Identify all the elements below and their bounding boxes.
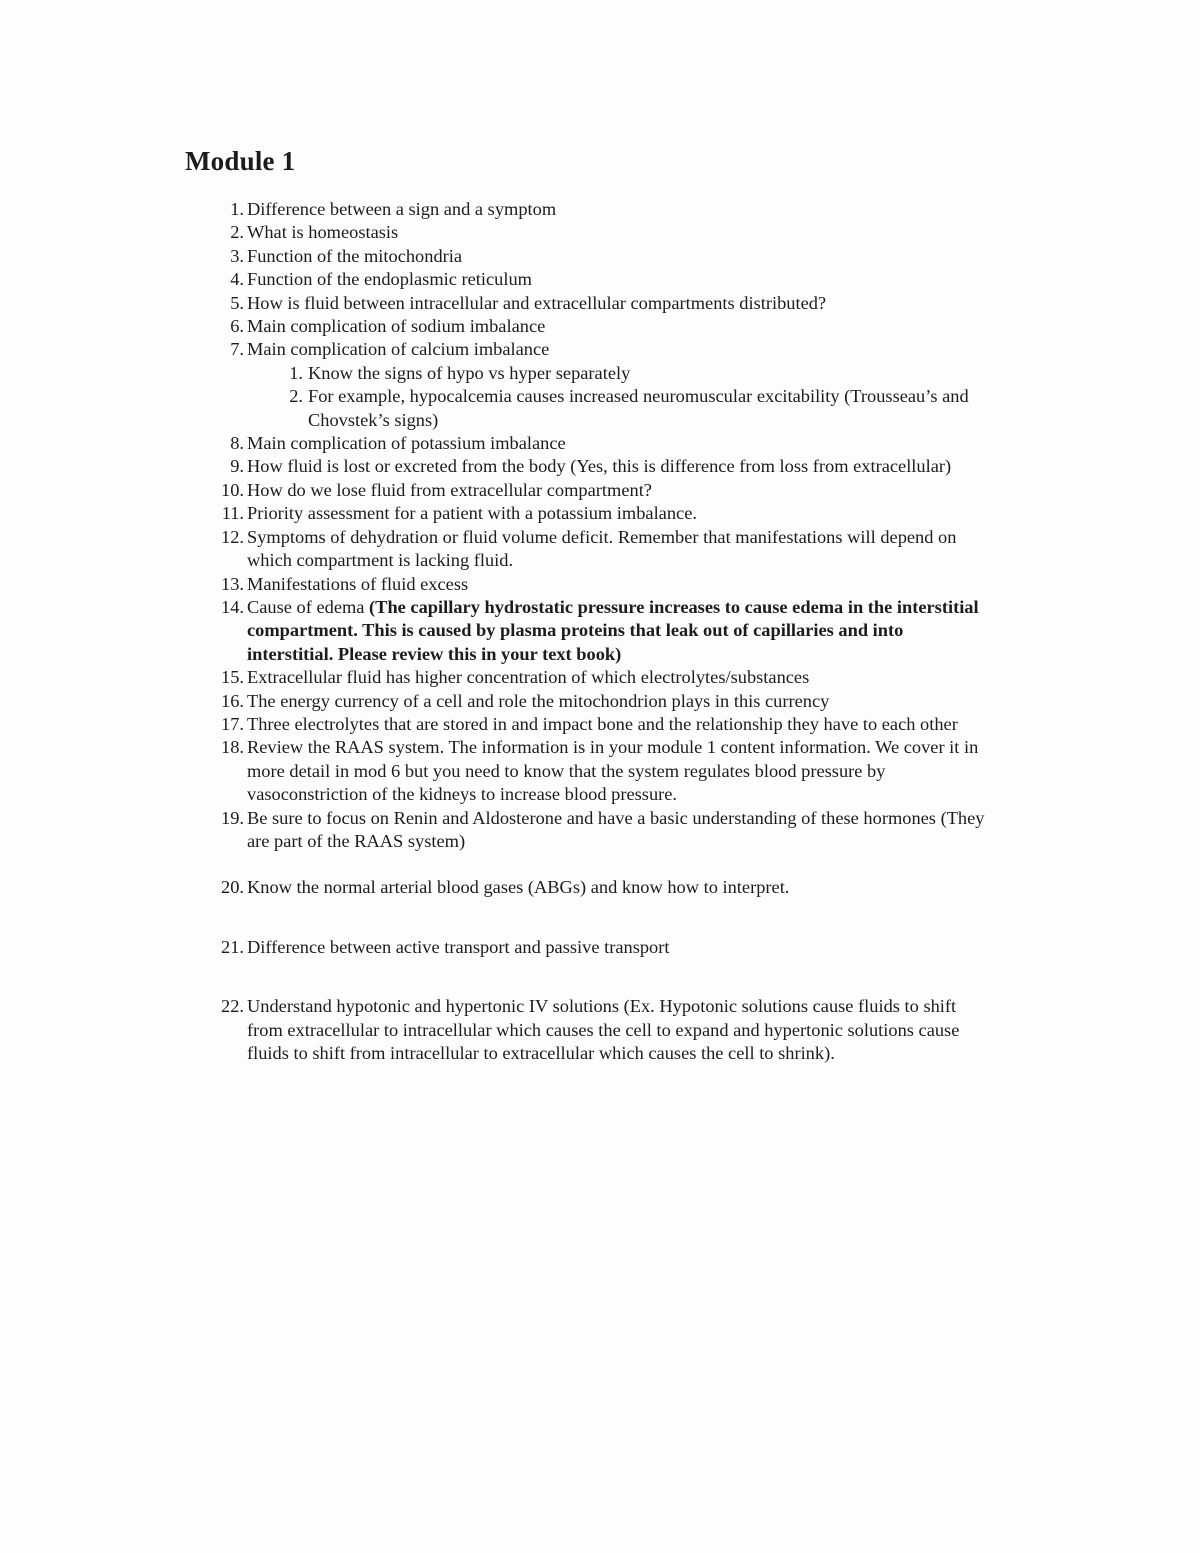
list-item <box>206 432 986 455</box>
item-text: How fluid is lost or excreted from the body (Yes, this is difference from loss from extracellular) <box>247 456 952 477</box>
item-text: Difference between active transport and passive transport <box>247 936 670 957</box>
sub-item-text: Know the signs of hypo vs hyper separately <box>308 362 631 383</box>
list-item <box>206 268 986 291</box>
item-number: 2. <box>230 222 244 243</box>
item-number: 13. <box>221 573 244 594</box>
item-number: 9. <box>230 456 244 477</box>
item-number: 8. <box>230 433 244 454</box>
item-text: Review the RAAS system. The information is in your module 1 content information. We cover it in more detail in mod 6 but you need to know that the system regulates blood pressure by vasoconstriction of the kidneys to increase blood pressure. <box>247 737 979 805</box>
item-number: 17. <box>221 713 244 734</box>
item-text: Three electrolytes that are stored in and impact bone and the relationship they have to each other <box>247 713 958 734</box>
item-text: Symptoms of dehydration or fluid volume deficit. Remember that manifestations will depend on which compartment is lacking fluid. <box>247 526 957 571</box>
list-item <box>206 338 986 432</box>
item-number: 1. <box>230 199 244 219</box>
item-number: 18. <box>221 737 244 758</box>
list-item <box>206 479 986 502</box>
item-number: 22. <box>221 996 244 1017</box>
sub-item-number: 1. <box>289 362 303 383</box>
page-title: Module 1 <box>185 146 296 176</box>
list-item <box>206 292 986 315</box>
item-text: How do we lose fluid from extracellular compartment? <box>247 479 652 500</box>
list-item <box>206 995 986 1065</box>
item-number: 6. <box>230 316 244 337</box>
list-item <box>206 198 986 221</box>
item-number: 3. <box>230 245 244 266</box>
list-item <box>206 713 986 736</box>
item-text: Extracellular fluid has higher concentration of which electrolytes/substances <box>247 667 810 688</box>
item-text: Main complication of sodium imbalance <box>247 316 546 337</box>
item-text: Understand hypotonic and hypertonic IV solutions (Ex. Hypotonic solutions cause fluids to shift from extracellular to intracellular which causes the cell to expand and hypertonic solutions cause fluids to shift from intracellular to extracellular which causes the cell to shrink). <box>247 996 960 1063</box>
list-item <box>206 315 986 338</box>
sub-item-text: For example, hypocalcemia causes increased neuromuscular excitability (Trousseau’s and Chovstek’s signs) <box>308 386 969 430</box>
item-number: 7. <box>230 339 244 360</box>
list-item <box>206 221 986 244</box>
list-item <box>206 502 986 525</box>
sub-item-number: 2. <box>289 386 303 407</box>
item-number: 14. <box>221 596 244 617</box>
item-bold-text: (The capillary hydrostatic pressure increases to cause edema in the interstitial compartment. This is caused by plasma proteins that leak out of capillaries and into interstitial. Please review this in your text book) <box>247 596 979 664</box>
list-item <box>206 936 986 959</box>
item-text: The energy currency of a cell and role the mitochondrion plays in this currency <box>247 690 830 711</box>
list-item <box>206 245 986 268</box>
item-text: Main complication of potassium imbalance <box>247 433 566 454</box>
item-number: 12. <box>221 526 244 547</box>
item-text: Be sure to focus on Renin and Aldosterone and have a basic understanding of these hormones (They are part of the RAAS system) <box>247 807 985 851</box>
item-text: Manifestations of fluid excess <box>247 573 469 594</box>
list-item <box>206 596 986 666</box>
item-number: 16. <box>221 690 244 711</box>
list-item <box>206 455 986 478</box>
item-number: 10. <box>221 479 244 500</box>
item-text: Function of the endoplasmic reticulum <box>247 269 532 290</box>
item-text: Main complication of calcium imbalance <box>247 339 550 360</box>
item-text: Cause of edema <box>247 596 370 617</box>
list-item <box>206 736 986 806</box>
list-item <box>206 573 986 596</box>
list-item <box>206 876 986 899</box>
sub-list <box>247 362 986 432</box>
sub-list-item <box>247 385 986 432</box>
item-number: 15. <box>221 667 244 688</box>
item-number: 20. <box>221 877 244 898</box>
item-number: 5. <box>230 292 244 313</box>
list-item <box>206 807 986 854</box>
item-number: 11. <box>221 503 244 524</box>
item-number: 4. <box>230 269 244 290</box>
item-text: Function of the mitochondria <box>247 245 463 266</box>
item-text: What is homeostasis <box>247 222 399 243</box>
item-text: How is fluid between intracellular and extracellular compartments distributed? <box>247 292 827 313</box>
list-item <box>206 690 986 713</box>
sub-list-item <box>247 362 986 385</box>
item-text: Difference between a sign and a symptom <box>247 199 557 219</box>
item-number: 19. <box>221 807 244 828</box>
list-item <box>206 666 986 689</box>
question-list <box>206 198 986 1065</box>
item-text: Priority assessment for a patient with a potassium imbalance. <box>247 503 697 524</box>
item-text: Know the normal arterial blood gases (ABGs) and know how to interpret. <box>247 877 790 898</box>
list-item <box>206 526 986 573</box>
item-number: 21. <box>221 936 244 957</box>
